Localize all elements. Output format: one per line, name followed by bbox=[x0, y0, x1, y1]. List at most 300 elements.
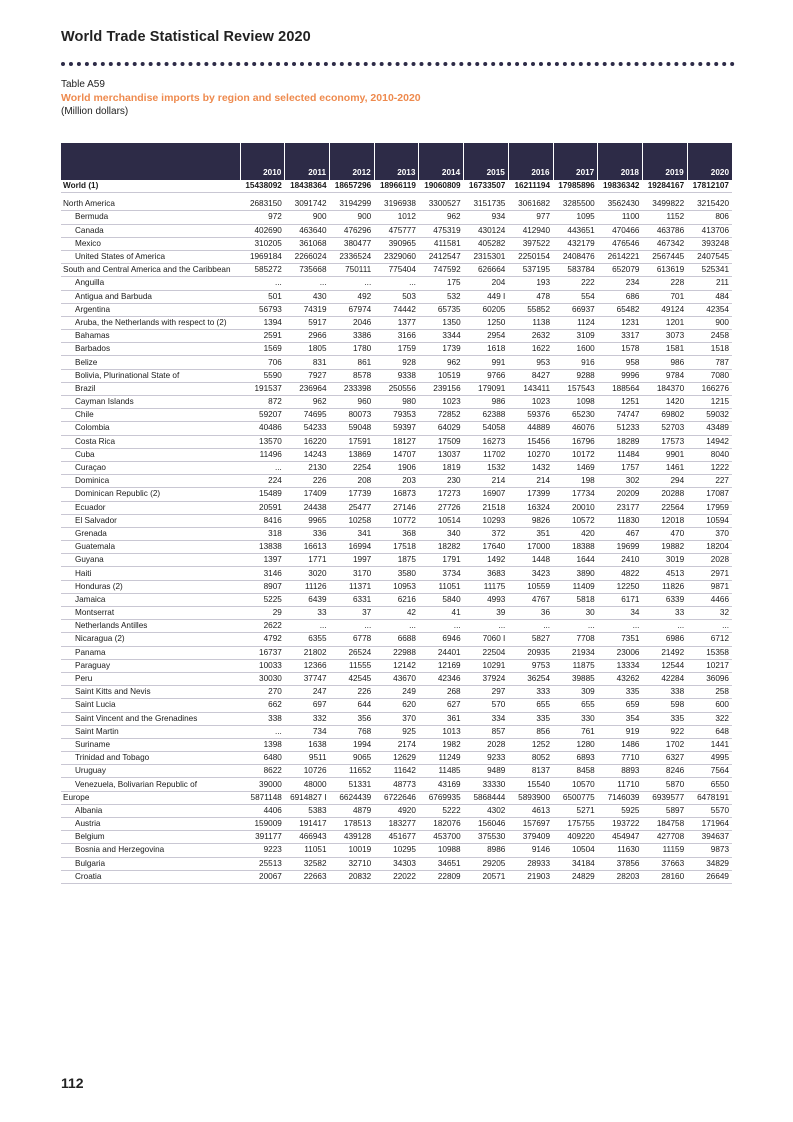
row-name: Haiti bbox=[61, 567, 240, 580]
economy-row bbox=[61, 330, 732, 343]
value-cell: 175755 bbox=[553, 818, 598, 831]
value-cell: 12250 bbox=[598, 580, 643, 593]
row-name: Ecuador bbox=[61, 501, 240, 514]
value-cell: 8246 bbox=[642, 765, 687, 778]
value-cell: 5383 bbox=[285, 804, 330, 817]
value-cell: 13869 bbox=[330, 448, 375, 461]
value-cell: 449 I bbox=[464, 290, 509, 303]
value-cell: 224 bbox=[240, 475, 285, 488]
value-cell: 1420 bbox=[642, 396, 687, 409]
year-header: 2015 bbox=[464, 143, 509, 180]
value-cell: 3734 bbox=[419, 567, 464, 580]
value-cell: 861 bbox=[330, 356, 375, 369]
value-cell: 28933 bbox=[508, 857, 553, 870]
row-name: Europe bbox=[61, 791, 240, 804]
value-cell: 166276 bbox=[687, 382, 732, 395]
value-cell: 4920 bbox=[374, 804, 419, 817]
value-cell: 10519 bbox=[419, 369, 464, 382]
value-cell: 43262 bbox=[598, 672, 643, 685]
value-cell: 28160 bbox=[642, 870, 687, 883]
row-name: Aruba, the Netherlands with respect to (2) bbox=[61, 316, 240, 329]
row-name: Bolivia, Plurinational State of bbox=[61, 369, 240, 382]
value-cell: 17640 bbox=[464, 541, 509, 554]
value-cell: 16733507 bbox=[464, 180, 509, 193]
value-cell: 11485 bbox=[419, 765, 464, 778]
value-cell: 962 bbox=[419, 211, 464, 224]
value-cell: 234 bbox=[598, 277, 643, 290]
value-cell: ... bbox=[553, 620, 598, 633]
value-cell: ... bbox=[330, 620, 375, 633]
value-cell: 6914827 I bbox=[285, 791, 330, 804]
value-cell: 43489 bbox=[687, 422, 732, 435]
value-cell: 430 bbox=[285, 290, 330, 303]
value-cell: 1780 bbox=[330, 343, 375, 356]
year-header: 2018 bbox=[598, 143, 643, 180]
value-cell: 6339 bbox=[642, 593, 687, 606]
row-name: Antigua and Barbuda bbox=[61, 290, 240, 303]
value-cell: 900 bbox=[285, 211, 330, 224]
value-cell: 12629 bbox=[374, 752, 419, 765]
value-cell: 4995 bbox=[687, 752, 732, 765]
value-cell: 1280 bbox=[553, 738, 598, 751]
row-name: Panama bbox=[61, 646, 240, 659]
value-cell: 16907 bbox=[464, 488, 509, 501]
value-cell: 11409 bbox=[553, 580, 598, 593]
imports-table bbox=[61, 143, 732, 884]
value-cell: 16211194 bbox=[508, 180, 553, 193]
value-cell: 9901 bbox=[642, 448, 687, 461]
value-cell: 79353 bbox=[374, 409, 419, 422]
value-cell: 6778 bbox=[330, 633, 375, 646]
value-cell: 3196938 bbox=[374, 198, 419, 211]
row-name: Guyana bbox=[61, 554, 240, 567]
value-cell: 1622 bbox=[508, 343, 553, 356]
value-cell: 32710 bbox=[330, 857, 375, 870]
value-cell: 922 bbox=[642, 725, 687, 738]
value-cell: 2407545 bbox=[687, 250, 732, 263]
value-cell: 475319 bbox=[419, 224, 464, 237]
row-name: South and Central America and the Caribbean bbox=[61, 264, 240, 277]
year-header: 2012 bbox=[330, 143, 375, 180]
value-cell: 22504 bbox=[464, 646, 509, 659]
value-cell: 857 bbox=[464, 725, 509, 738]
value-cell: 1397 bbox=[240, 554, 285, 567]
value-cell: 11126 bbox=[285, 580, 330, 593]
value-cell: 74695 bbox=[285, 409, 330, 422]
value-cell: 6327 bbox=[642, 752, 687, 765]
economy-row bbox=[61, 607, 732, 620]
value-cell: 379409 bbox=[508, 831, 553, 844]
value-cell: 3300527 bbox=[419, 198, 464, 211]
economy-row bbox=[61, 659, 732, 672]
value-cell: 1618 bbox=[464, 343, 509, 356]
value-cell: 2412547 bbox=[419, 250, 464, 263]
economy-row bbox=[61, 237, 732, 250]
value-cell: 59207 bbox=[240, 409, 285, 422]
value-cell: 60205 bbox=[464, 303, 509, 316]
value-cell: 3151735 bbox=[464, 198, 509, 211]
value-cell: 1377 bbox=[374, 316, 419, 329]
value-cell: 19882 bbox=[642, 541, 687, 554]
value-cell: 4993 bbox=[464, 593, 509, 606]
value-cell: 8458 bbox=[553, 765, 598, 778]
economy-row bbox=[61, 672, 732, 685]
value-cell: 5222 bbox=[419, 804, 464, 817]
value-cell: 747592 bbox=[419, 264, 464, 277]
value-cell: 2174 bbox=[374, 738, 419, 751]
value-cell: 3215420 bbox=[687, 198, 732, 211]
value-cell: 5225 bbox=[240, 593, 285, 606]
value-cell: 1969184 bbox=[240, 250, 285, 263]
table-label: Table A59 bbox=[61, 79, 105, 90]
value-cell: 37856 bbox=[598, 857, 643, 870]
table-title: World merchandise imports by region and selected economy, 2010-2020 bbox=[61, 92, 421, 104]
value-cell: 18966119 bbox=[374, 180, 419, 193]
value-cell: 10270 bbox=[508, 448, 553, 461]
value-cell: 430124 bbox=[464, 224, 509, 237]
value-cell: 11051 bbox=[285, 844, 330, 857]
value-cell: 397522 bbox=[508, 237, 553, 250]
dotted-divider bbox=[61, 62, 735, 66]
value-cell: 74442 bbox=[374, 303, 419, 316]
value-cell: 1441 bbox=[687, 738, 732, 751]
value-cell: 182076 bbox=[419, 818, 464, 831]
value-cell: 6439 bbox=[285, 593, 330, 606]
value-cell: 11249 bbox=[419, 752, 464, 765]
value-cell: 10504 bbox=[553, 844, 598, 857]
value-cell: 962 bbox=[285, 396, 330, 409]
value-cell: 11175 bbox=[464, 580, 509, 593]
value-cell: 17573 bbox=[642, 435, 687, 448]
value-cell: 10772 bbox=[374, 514, 419, 527]
value-cell: 11710 bbox=[598, 778, 643, 791]
value-cell: 247 bbox=[285, 686, 330, 699]
value-cell: 5818 bbox=[553, 593, 598, 606]
value-cell: 1791 bbox=[419, 554, 464, 567]
value-cell: 484 bbox=[687, 290, 732, 303]
value-cell: 3061682 bbox=[508, 198, 553, 211]
value-cell: 22809 bbox=[419, 870, 464, 883]
value-cell: 17959 bbox=[687, 501, 732, 514]
value-cell: 17734 bbox=[553, 488, 598, 501]
value-cell: 402690 bbox=[240, 224, 285, 237]
value-cell: 52703 bbox=[642, 422, 687, 435]
value-cell: 67974 bbox=[330, 303, 375, 316]
value-cell: 1569 bbox=[240, 343, 285, 356]
row-name: Costa Rica bbox=[61, 435, 240, 448]
value-cell: 322 bbox=[687, 712, 732, 725]
value-cell: 48000 bbox=[285, 778, 330, 791]
value-cell: 34829 bbox=[687, 857, 732, 870]
value-cell: 2046 bbox=[330, 316, 375, 329]
region-row bbox=[61, 198, 732, 211]
value-cell: 11875 bbox=[553, 659, 598, 672]
value-cell: 8622 bbox=[240, 765, 285, 778]
value-cell: 370 bbox=[687, 527, 732, 540]
row-name: Suriname bbox=[61, 738, 240, 751]
value-cell: 986 bbox=[464, 396, 509, 409]
value-cell: 1469 bbox=[553, 461, 598, 474]
value-cell: 775404 bbox=[374, 264, 419, 277]
row-name: Guatemala bbox=[61, 541, 240, 554]
value-cell: 570 bbox=[464, 699, 509, 712]
row-name: Barbados bbox=[61, 343, 240, 356]
row-name: Dominica bbox=[61, 475, 240, 488]
value-cell: 2954 bbox=[464, 330, 509, 343]
value-cell: 294 bbox=[642, 475, 687, 488]
value-cell: 21903 bbox=[508, 870, 553, 883]
value-cell: 11159 bbox=[642, 844, 687, 857]
value-cell: 5870 bbox=[642, 778, 687, 791]
value-cell: 258 bbox=[687, 686, 732, 699]
value-cell: 6624439 bbox=[330, 791, 375, 804]
value-cell: 2130 bbox=[285, 461, 330, 474]
row-name: Bulgaria bbox=[61, 857, 240, 870]
value-cell: 335 bbox=[642, 712, 687, 725]
economy-row bbox=[61, 461, 732, 474]
value-cell: 3020 bbox=[285, 567, 330, 580]
value-cell: 3194299 bbox=[330, 198, 375, 211]
value-cell: ... bbox=[508, 620, 553, 633]
value-cell: 10172 bbox=[553, 448, 598, 461]
value-cell: 14942 bbox=[687, 435, 732, 448]
value-cell: 8137 bbox=[508, 765, 553, 778]
value-cell: 476546 bbox=[598, 237, 643, 250]
value-cell: 37663 bbox=[642, 857, 687, 870]
value-cell: 193722 bbox=[598, 818, 643, 831]
value-cell: 10217 bbox=[687, 659, 732, 672]
value-cell: 17591 bbox=[330, 435, 375, 448]
value-cell: 2622 bbox=[240, 620, 285, 633]
value-cell: 10559 bbox=[508, 580, 553, 593]
value-cell: 554 bbox=[553, 290, 598, 303]
value-cell: 20832 bbox=[330, 870, 375, 883]
value-cell: 626664 bbox=[464, 264, 509, 277]
value-cell: 1013 bbox=[419, 725, 464, 738]
economy-row bbox=[61, 633, 732, 646]
value-cell: 16873 bbox=[374, 488, 419, 501]
value-cell: 806 bbox=[687, 211, 732, 224]
economy-row bbox=[61, 686, 732, 699]
value-cell: 655 bbox=[508, 699, 553, 712]
year-header: 2014 bbox=[419, 143, 464, 180]
value-cell: 655 bbox=[553, 699, 598, 712]
value-cell: 42 bbox=[374, 607, 419, 620]
economy-row bbox=[61, 725, 732, 738]
value-cell: 10033 bbox=[240, 659, 285, 672]
value-cell: 333 bbox=[508, 686, 553, 699]
value-cell: 10953 bbox=[374, 580, 419, 593]
header-blank bbox=[61, 143, 240, 180]
value-cell: 1350 bbox=[419, 316, 464, 329]
value-cell: 302 bbox=[598, 475, 643, 488]
value-cell: 20209 bbox=[598, 488, 643, 501]
row-name: Jamaica bbox=[61, 593, 240, 606]
value-cell: 9511 bbox=[285, 752, 330, 765]
row-name: Bosnia and Herzegovina bbox=[61, 844, 240, 857]
value-cell: 9766 bbox=[464, 369, 509, 382]
value-cell: 735668 bbox=[285, 264, 330, 277]
row-name: Venezuela, Bolivarian Republic of bbox=[61, 778, 240, 791]
value-cell: 761 bbox=[553, 725, 598, 738]
value-cell: 9965 bbox=[285, 514, 330, 527]
value-cell: 10572 bbox=[553, 514, 598, 527]
value-cell: 916 bbox=[553, 356, 598, 369]
row-name: Uruguay bbox=[61, 765, 240, 778]
value-cell: 36096 bbox=[687, 672, 732, 685]
value-cell: 5868444 bbox=[464, 791, 509, 804]
value-cell: ... bbox=[598, 620, 643, 633]
value-cell: 8052 bbox=[508, 752, 553, 765]
value-cell: 59376 bbox=[508, 409, 553, 422]
value-cell: 34184 bbox=[553, 857, 598, 870]
value-cell: 3386 bbox=[330, 330, 375, 343]
value-cell: 354 bbox=[598, 712, 643, 725]
value-cell: 226 bbox=[330, 686, 375, 699]
economy-row bbox=[61, 778, 732, 791]
value-cell: 1215 bbox=[687, 396, 732, 409]
year-header: 2020 bbox=[687, 143, 732, 180]
value-cell: 23006 bbox=[598, 646, 643, 659]
row-name: Saint Lucia bbox=[61, 699, 240, 712]
value-cell: 9233 bbox=[464, 752, 509, 765]
value-cell: 10295 bbox=[374, 844, 419, 857]
value-cell: 1461 bbox=[642, 461, 687, 474]
value-cell: 351 bbox=[508, 527, 553, 540]
economy-row bbox=[61, 448, 732, 461]
table-header-row bbox=[61, 143, 732, 180]
value-cell: 3019 bbox=[642, 554, 687, 567]
value-cell: 10019 bbox=[330, 844, 375, 857]
row-name: Argentina bbox=[61, 303, 240, 316]
value-cell: 32582 bbox=[285, 857, 330, 870]
value-cell: 6946 bbox=[419, 633, 464, 646]
value-cell: 24829 bbox=[553, 870, 598, 883]
value-cell: 335 bbox=[598, 686, 643, 699]
value-cell: 226 bbox=[285, 475, 330, 488]
value-cell: 697 bbox=[285, 699, 330, 712]
value-cell: 5570 bbox=[687, 804, 732, 817]
value-cell: 42346 bbox=[419, 672, 464, 685]
row-name: Netherlands Antilles bbox=[61, 620, 240, 633]
value-cell: 37924 bbox=[464, 672, 509, 685]
row-name: Canada bbox=[61, 224, 240, 237]
value-cell: ... bbox=[285, 620, 330, 633]
value-cell: 11642 bbox=[374, 765, 419, 778]
value-cell: 701 bbox=[642, 290, 687, 303]
value-cell: 2971 bbox=[687, 567, 732, 580]
value-cell: 3890 bbox=[553, 567, 598, 580]
value-cell: 1518 bbox=[687, 343, 732, 356]
economy-row bbox=[61, 290, 732, 303]
row-name: Trinidad and Tobago bbox=[61, 752, 240, 765]
year-header: 2011 bbox=[285, 143, 330, 180]
value-cell: 16613 bbox=[285, 541, 330, 554]
value-cell: 198 bbox=[553, 475, 598, 488]
value-cell: 370 bbox=[374, 712, 419, 725]
value-cell: 159009 bbox=[240, 818, 285, 831]
value-cell: 470466 bbox=[598, 224, 643, 237]
value-cell: 9826 bbox=[508, 514, 553, 527]
value-cell: 30030 bbox=[240, 672, 285, 685]
value-cell: 227 bbox=[687, 475, 732, 488]
value-cell: 21492 bbox=[642, 646, 687, 659]
economy-row bbox=[61, 765, 732, 778]
value-cell: 659 bbox=[598, 699, 643, 712]
value-cell: 65230 bbox=[553, 409, 598, 422]
value-cell: 411581 bbox=[419, 237, 464, 250]
value-cell: 6171 bbox=[598, 593, 643, 606]
value-cell: 19284167 bbox=[642, 180, 687, 193]
value-cell: 250556 bbox=[374, 382, 419, 395]
economy-row bbox=[61, 475, 732, 488]
value-cell: 962 bbox=[419, 356, 464, 369]
value-cell: 17087 bbox=[687, 488, 732, 501]
value-cell: 2966 bbox=[285, 330, 330, 343]
value-cell: 1023 bbox=[419, 396, 464, 409]
value-cell: 12169 bbox=[419, 659, 464, 672]
economy-row bbox=[61, 580, 732, 593]
economy-row bbox=[61, 541, 732, 554]
value-cell: 706 bbox=[240, 356, 285, 369]
economy-row bbox=[61, 488, 732, 501]
value-cell: 1448 bbox=[508, 554, 553, 567]
value-cell: 249 bbox=[374, 686, 419, 699]
value-cell: 390965 bbox=[374, 237, 419, 250]
value-cell: 1819 bbox=[419, 461, 464, 474]
value-cell: 8907 bbox=[240, 580, 285, 593]
value-cell: 2408476 bbox=[553, 250, 598, 263]
economy-row bbox=[61, 804, 732, 817]
value-cell: 59048 bbox=[330, 422, 375, 435]
value-cell: 7710 bbox=[598, 752, 643, 765]
economy-row bbox=[61, 435, 732, 448]
value-cell: 1222 bbox=[687, 461, 732, 474]
value-cell: 1100 bbox=[598, 211, 643, 224]
value-cell: 13570 bbox=[240, 435, 285, 448]
value-cell: 412940 bbox=[508, 224, 553, 237]
page-number: 112 bbox=[61, 1075, 84, 1091]
value-cell: ... bbox=[642, 620, 687, 633]
value-cell: 228 bbox=[642, 277, 687, 290]
row-name: Belgium bbox=[61, 831, 240, 844]
value-cell: 5840 bbox=[419, 593, 464, 606]
value-cell: 1757 bbox=[598, 461, 643, 474]
value-cell: 9784 bbox=[642, 369, 687, 382]
value-cell: 39885 bbox=[553, 672, 598, 685]
value-cell: 3562430 bbox=[598, 198, 643, 211]
value-cell: 3683 bbox=[464, 567, 509, 580]
economy-row bbox=[61, 593, 732, 606]
economy-row bbox=[61, 870, 732, 883]
economy-row bbox=[61, 527, 732, 540]
value-cell: 43670 bbox=[374, 672, 419, 685]
value-cell: 11826 bbox=[642, 580, 687, 593]
value-cell: 191417 bbox=[285, 818, 330, 831]
value-cell: 37747 bbox=[285, 672, 330, 685]
value-cell: 18388 bbox=[553, 541, 598, 554]
value-cell: 585272 bbox=[240, 264, 285, 277]
value-cell: 11555 bbox=[330, 659, 375, 672]
value-cell: 2683150 bbox=[240, 198, 285, 211]
value-cell: 960 bbox=[330, 396, 375, 409]
value-cell: 9146 bbox=[508, 844, 553, 857]
value-cell: 356 bbox=[330, 712, 375, 725]
value-cell: 532 bbox=[419, 290, 464, 303]
value-cell: 24438 bbox=[285, 501, 330, 514]
value-cell: 934 bbox=[464, 211, 509, 224]
value-cell: 42545 bbox=[330, 672, 375, 685]
